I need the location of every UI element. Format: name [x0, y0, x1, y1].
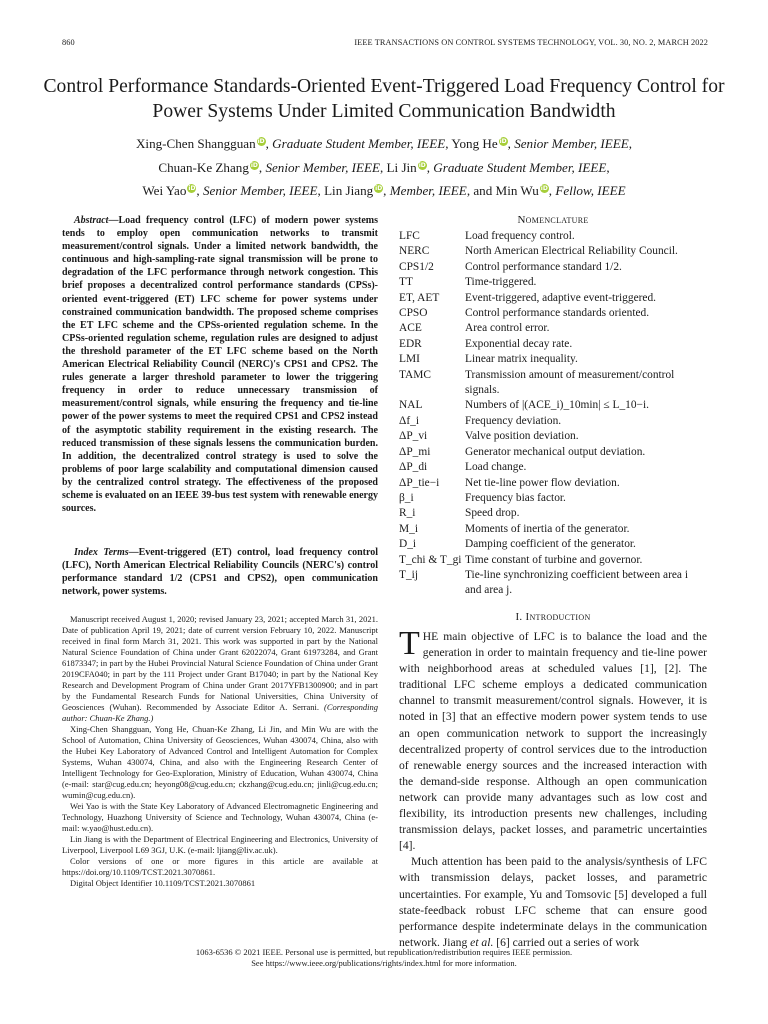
nomenclature-key: CPS1/2	[399, 260, 434, 273]
paper-title: Control Performance Standards-Oriented Event-Triggered Load Frequency Control for Power Systems Under Limited Communication Bandwidth	[43, 76, 725, 122]
nomenclature-desc: Moments of inertia of the generator.	[465, 522, 630, 535]
author-name: Yong He	[451, 136, 498, 151]
nomenclature-row	[399, 537, 707, 552]
journal-header: IEEE TRANSACTIONS ON CONTROL SYSTEMS TECHNOLOGY, VOL. 30, NO. 2, MARCH 2022	[354, 38, 708, 47]
nomenclature-table	[399, 229, 707, 599]
orcid-icon[interactable]: iD	[257, 138, 265, 145]
nomenclature-row	[399, 260, 707, 275]
footnote: Manuscript received August 1, 2020; revised January 23, 2021; accepted March 31, 2021. Date of publication April 19, 2021; date of current version February 10, 2022. Manuscript received in final form March 31, 2021. This work was supported in part by the National Natural Science Foundation of China under Grant 62022074, Grant 61973284, and Grant 61873347; in part by the Hubei Provincial Natural Science Foundation of China under Grant 2019CFA040; in part by the 111 Project under Grant B17040; in part by the National Key Research and Development Program of China under Grant 2017YFB1300900; and in part by the Fundamental Research Funds for National Universities, China University of Geosciences (Wuhan). Recommended by Associate Editor A. Serrani. (Corresponding author: Chuan-Ke Zhang.)	[62, 614, 378, 723]
nomenclature-key: R_i	[399, 507, 416, 520]
nomenclature-heading: Nomenclature	[517, 214, 589, 226]
nomenclature-desc: Tie-line synchronizing coefficient between area i and area j.	[465, 568, 688, 597]
nomenclature-row	[399, 368, 707, 399]
author-role: Graduate Student Member, IEEE	[433, 159, 607, 175]
nomenclature-desc: Control performance standards oriented.	[465, 307, 650, 320]
nomenclature-key: ET, AET	[399, 291, 440, 304]
nomenclature-desc: Exponential decay rate.	[465, 337, 573, 350]
nomenclature-desc: Load frequency control.	[465, 230, 575, 242]
nomenclature-key: EDR	[399, 337, 422, 350]
nomenclature-key: ΔP_tie−i	[399, 476, 440, 489]
index-terms: Index Terms—Event-triggered (ET) control, load frequency control (LFC), North American Electrical Reliability Councils (NERC's) control performance standard 1/2 (CPS1 and CPS2), open communication network, power systems.	[62, 547, 379, 598]
nomenclature-desc: Time-triggered.	[465, 276, 537, 289]
author-name: Chuan-Ke Zhang	[158, 159, 249, 175]
nomenclature-row	[399, 491, 707, 506]
copyright-line: 1063-6536 © 2021 IEEE. Personal use is permitted, but republication/redistribution requires IEEE permission.	[195, 947, 573, 957]
nomenclature-row	[399, 244, 707, 259]
nomenclature-key: TT	[399, 276, 413, 289]
nomenclature-desc: Numbers of |(ACE_i)_10min| ≤ L_10−i.	[465, 399, 649, 412]
nomenclature-key: ΔP_di	[399, 461, 428, 474]
author-conjunction: and	[473, 183, 493, 198]
rights-link[interactable]: See https://www.ieee.org/publications/rights/index.html for more information.	[251, 958, 517, 968]
footnote: Wei Yao is with the State Key Laboratory of Advanced Electromagnetic Engineering and Technology, Huazhong University of Science and Technology, Wuhan 430074, China (e-mail: w.yao@hust.edu.cn).	[62, 801, 378, 833]
author-role: Graduate Student Member, IEEE	[272, 136, 446, 151]
nomenclature-key: T_ij	[399, 568, 418, 581]
nomenclature-key: T_chi & T_gi	[399, 553, 462, 566]
nomenclature-row	[399, 506, 707, 521]
nomenclature-row	[399, 321, 707, 336]
nomenclature-key: CPSO	[399, 307, 428, 320]
nomenclature-desc: Net tie-line power flow deviation.	[465, 476, 620, 489]
section-heading-introduction: I. Introduction	[515, 611, 591, 623]
nomenclature-key: LFC	[399, 230, 420, 242]
nomenclature-row	[399, 275, 707, 290]
nomenclature-key: ΔP_mi	[399, 445, 431, 458]
nomenclature-desc: Frequency deviation.	[465, 414, 562, 427]
footnotes	[62, 614, 378, 889]
author-role: Fellow, IEEE	[555, 183, 626, 198]
nomenclature-key: NAL	[399, 399, 423, 412]
nomenclature-desc: Speed drop.	[465, 507, 520, 520]
nomenclature-row	[399, 352, 707, 367]
nomenclature-key: LMI	[399, 353, 420, 366]
abstract-label: Abstract	[74, 215, 109, 226]
nomenclature-row	[399, 429, 707, 444]
footnote-doi: Digital Object Identifier 10.1109/TCST.2021.3070861	[70, 878, 256, 888]
author-name: Xing-Chen Shangguan	[135, 136, 256, 151]
author-list: Xing-Chen Shangguan iD, Graduate Student Member, IEEE, Yong He iD, Senior Member, IEEE, Chuan-Ke Zhang iD, Senior Member, IEEE, Li Jin iD, Graduate Student Member, IEEE, Wei Yao iD, Senior Member, IEEE, Lin Jiang iD, Member, IEEE, and Min Wu iD, Fellow, IEEE	[135, 136, 633, 198]
nomenclature-row	[399, 398, 707, 413]
nomenclature-desc: Control performance standard 1/2.	[465, 260, 622, 273]
index-terms-text: Event-triggered (ET) control, load frequency control (LFC), North American Electrical Reliability Councils (NERC's) control performance standard 1/2 (CPS1 and CPS2), open communication network, power systems.	[62, 547, 379, 598]
nomenclature-row	[399, 568, 707, 599]
nomenclature-desc: Area control error.	[465, 322, 550, 335]
corresponding-author-note: (Corresponding author: Chuan-Ke Zhang.)	[62, 702, 378, 723]
nomenclature-row	[399, 229, 707, 244]
nomenclature-row	[399, 291, 707, 306]
orcid-icon[interactable]: iD	[188, 185, 196, 192]
nomenclature-key: M_i	[399, 522, 418, 535]
author-name: Wei Yao	[142, 183, 187, 198]
intro-paragraph: THE main objective of LFC is to balance the load and the generation in order to maintain frequency and tie-line power with neighborhood areas at scheduled values [1], [2]. The traditional LFC scheme employs a dedicated communication channel to transmit measurement/control signals. However, it is noted in [3] that an effective modern power system tends to use an open communication network to support the increasingly decentralized property of control services due to the introduction of renewable energy sources and the increased interaction with the demand-side response. Although an open communication network can provide many advantages such as low cost and flexibility, its introduction presents new challenges, including transmission delays, packet losses, and parametric uncertainties [4].	[399, 625, 707, 853]
abstract-text: Load frequency control (LFC) of modern power systems tends to employ open communication networks to transmit measurement/control signals. Under a limited network bandwidth, the continuous and high-sampling-rate signal transmission will be prone to degradation of the LFC performance through network congestion. This brief proposes a decentralized control performance standards (CPSs)-oriented event-triggered (ET) LFC scheme for power systems under constrained communication bandwidth. The proposed scheme comprises the ET LFC scheme and the CPSs-oriented regulation scheme. In the CPSs-oriented regulation scheme, regulation rules are designed to adjust the threshold parameter of the ET LFC scheme based on the North American Electrical Reliability Council (NERC)'s CPS1 and CPS2. The rules generate a larger threshold parameter to lower the triggering frequency in order to reduce unnecessary transmission of measurement/control signals, while ensuring the frequency and tie-line power of the power systems to meet the required CPS1 and CPS2 instead of the asymptotic stability requirement in the existing research. The reduced transmission of these signals lessens the communication burden. In addition, the decentralized control strategy is used to solve the problems of poor large scalability and computational dimension caused by the centralized control strategy. The effectiveness of the proposed scheme is evaluated on an IEEE 39-bus test system with renewable energy sources.	[62, 215, 378, 515]
nomenclature-key: Δf_i	[399, 414, 419, 427]
author-role: Senior Member, IEEE	[202, 183, 318, 198]
nomenclature-desc: Event-triggered, adaptive event-triggered.	[465, 291, 657, 304]
footnote-color-versions: Color versions of one or more figures in this article are available at https://doi.org/10.1109/TCST.2021.3070861.	[62, 856, 378, 877]
nomenclature-desc: Time constant of turbine and governor.	[465, 553, 643, 566]
nomenclature-key: TAMC	[399, 368, 431, 381]
page-number: 860	[62, 38, 75, 47]
nomenclature-key: β_i	[399, 491, 414, 504]
nomenclature-desc: Linear matrix inequality.	[465, 353, 578, 366]
author-role: Member, IEEE	[389, 183, 467, 198]
orcid-icon[interactable]: iD	[540, 185, 548, 192]
nomenclature-key: ACE	[399, 322, 422, 335]
index-terms-label: Index Terms	[74, 547, 129, 558]
abstract: Abstract—Load frequency control (LFC) of modern power systems tends to employ open communication networks to transmit measurement/control signals. Under a limited network bandwidth, the continuous and high-sampling-rate signal transmission will be prone to degradation of the LFC performance through network congestion. This brief proposes a decentralized control performance standards (CPSs)-oriented event-triggered (ET) LFC scheme for power systems under constrained communication bandwidth. The proposed scheme comprises the ET LFC scheme and the CPSs-oriented regulation scheme. In the CPSs-oriented regulation scheme, regulation rules are designed to adjust the threshold parameter of the ET LFC scheme based on the North American Electrical Reliability Council (NERC)'s CPS1 and CPS2. The rules generate a larger threshold parameter to lower the triggering frequency in order to reduce unnecessary transmission of measurement/control signals, while ensuring the frequency and tie-line power of the power systems to meet the required CPS1 and CPS2 instead of the asymptotic stability requirement in the existing research. The reduced transmission of these signals lessens the communication burden. In addition, the decentralized control strategy is used to solve the problems of poor large scalability and computational dimension caused by the centralized control strategy. The effectiveness of the proposed scheme is evaluated on an IEEE 39-bus test system with renewable energy sources.	[62, 215, 378, 515]
orcid-icon[interactable]: iD	[418, 161, 426, 169]
copyright-notice	[60, 947, 708, 969]
nomenclature-desc: Transmission amount of measurement/control signals.	[465, 368, 675, 397]
nomenclature-row	[399, 522, 707, 537]
nomenclature-row	[399, 445, 707, 460]
nomenclature-row	[399, 306, 707, 321]
footnote: Xing-Chen Shangguan, Yong He, Chuan-Ke Zhang, Li Jin, and Min Wu are with the School of Automation, China University of Geosciences, Wuhan 430074, China, also with the Hubei Key Laboratory of Advanced Control and Intelligent Automation for Complex Systems, Wuhan 430074, China, and also with the Engineering Research Center of Intelligent Technology for Geo-Exploration, Ministry of Education, Wuhan 430074, China (e-mail: star@cug.edu.cn; heyong08@cug.edu.cn; ckzhang@cug.edu.cn; jinli@cug.edu.cn; wumin@cug.edu.cn).	[62, 724, 378, 800]
nomenclature-desc: Generator mechanical output deviation.	[465, 445, 646, 458]
orcid-icon[interactable]: iD	[375, 185, 383, 192]
drop-cap: T	[399, 625, 420, 662]
nomenclature-key: NERC	[399, 245, 430, 258]
orcid-icon[interactable]: iD	[499, 138, 507, 145]
nomenclature-desc: North American Electrical Reliability Council.	[465, 245, 678, 258]
nomenclature-key: D_i	[399, 538, 417, 551]
nomenclature-desc: Load change.	[465, 461, 527, 474]
introduction-body	[399, 625, 707, 951]
author-name: Min Wu	[495, 183, 539, 198]
author-role: Senior Member, IEEE	[514, 136, 629, 151]
orcid-icon[interactable]: iD	[250, 161, 258, 169]
author-role: Senior Member, IEEE	[265, 159, 380, 175]
nomenclature-row	[399, 476, 707, 491]
nomenclature-key: ΔP_vi	[399, 430, 428, 443]
intro-paragraph: Much attention has been paid to the analysis/synthesis of LFC with transmission delays, packet losses, and parametric uncertainties. For example, Yu and Tomsovic [5] developed a full state-feedback robust LFC scheme that can ensure good performance despite indeterminate delays in the communication network. Jiang et al. [6] carried out a series of work	[399, 855, 707, 949]
nomenclature-row	[399, 553, 707, 568]
footnote: Lin Jiang is with the Department of Electrical Engineering and Electronics, University of Liverpool, Liverpool L69 3GJ, U.K. (e-mail: ljiang@liv.ac.uk).	[62, 834, 378, 855]
nomenclature-row	[399, 460, 707, 475]
nomenclature-desc: Valve position deviation.	[465, 430, 579, 443]
nomenclature-desc: Frequency bias factor.	[465, 491, 566, 504]
nomenclature-desc: Damping coefficient of the generator.	[465, 538, 636, 551]
author-name: Li Jin	[386, 159, 417, 175]
nomenclature-row	[399, 414, 707, 429]
author-name: Lin Jiang	[324, 183, 374, 198]
nomenclature-row	[399, 337, 707, 352]
